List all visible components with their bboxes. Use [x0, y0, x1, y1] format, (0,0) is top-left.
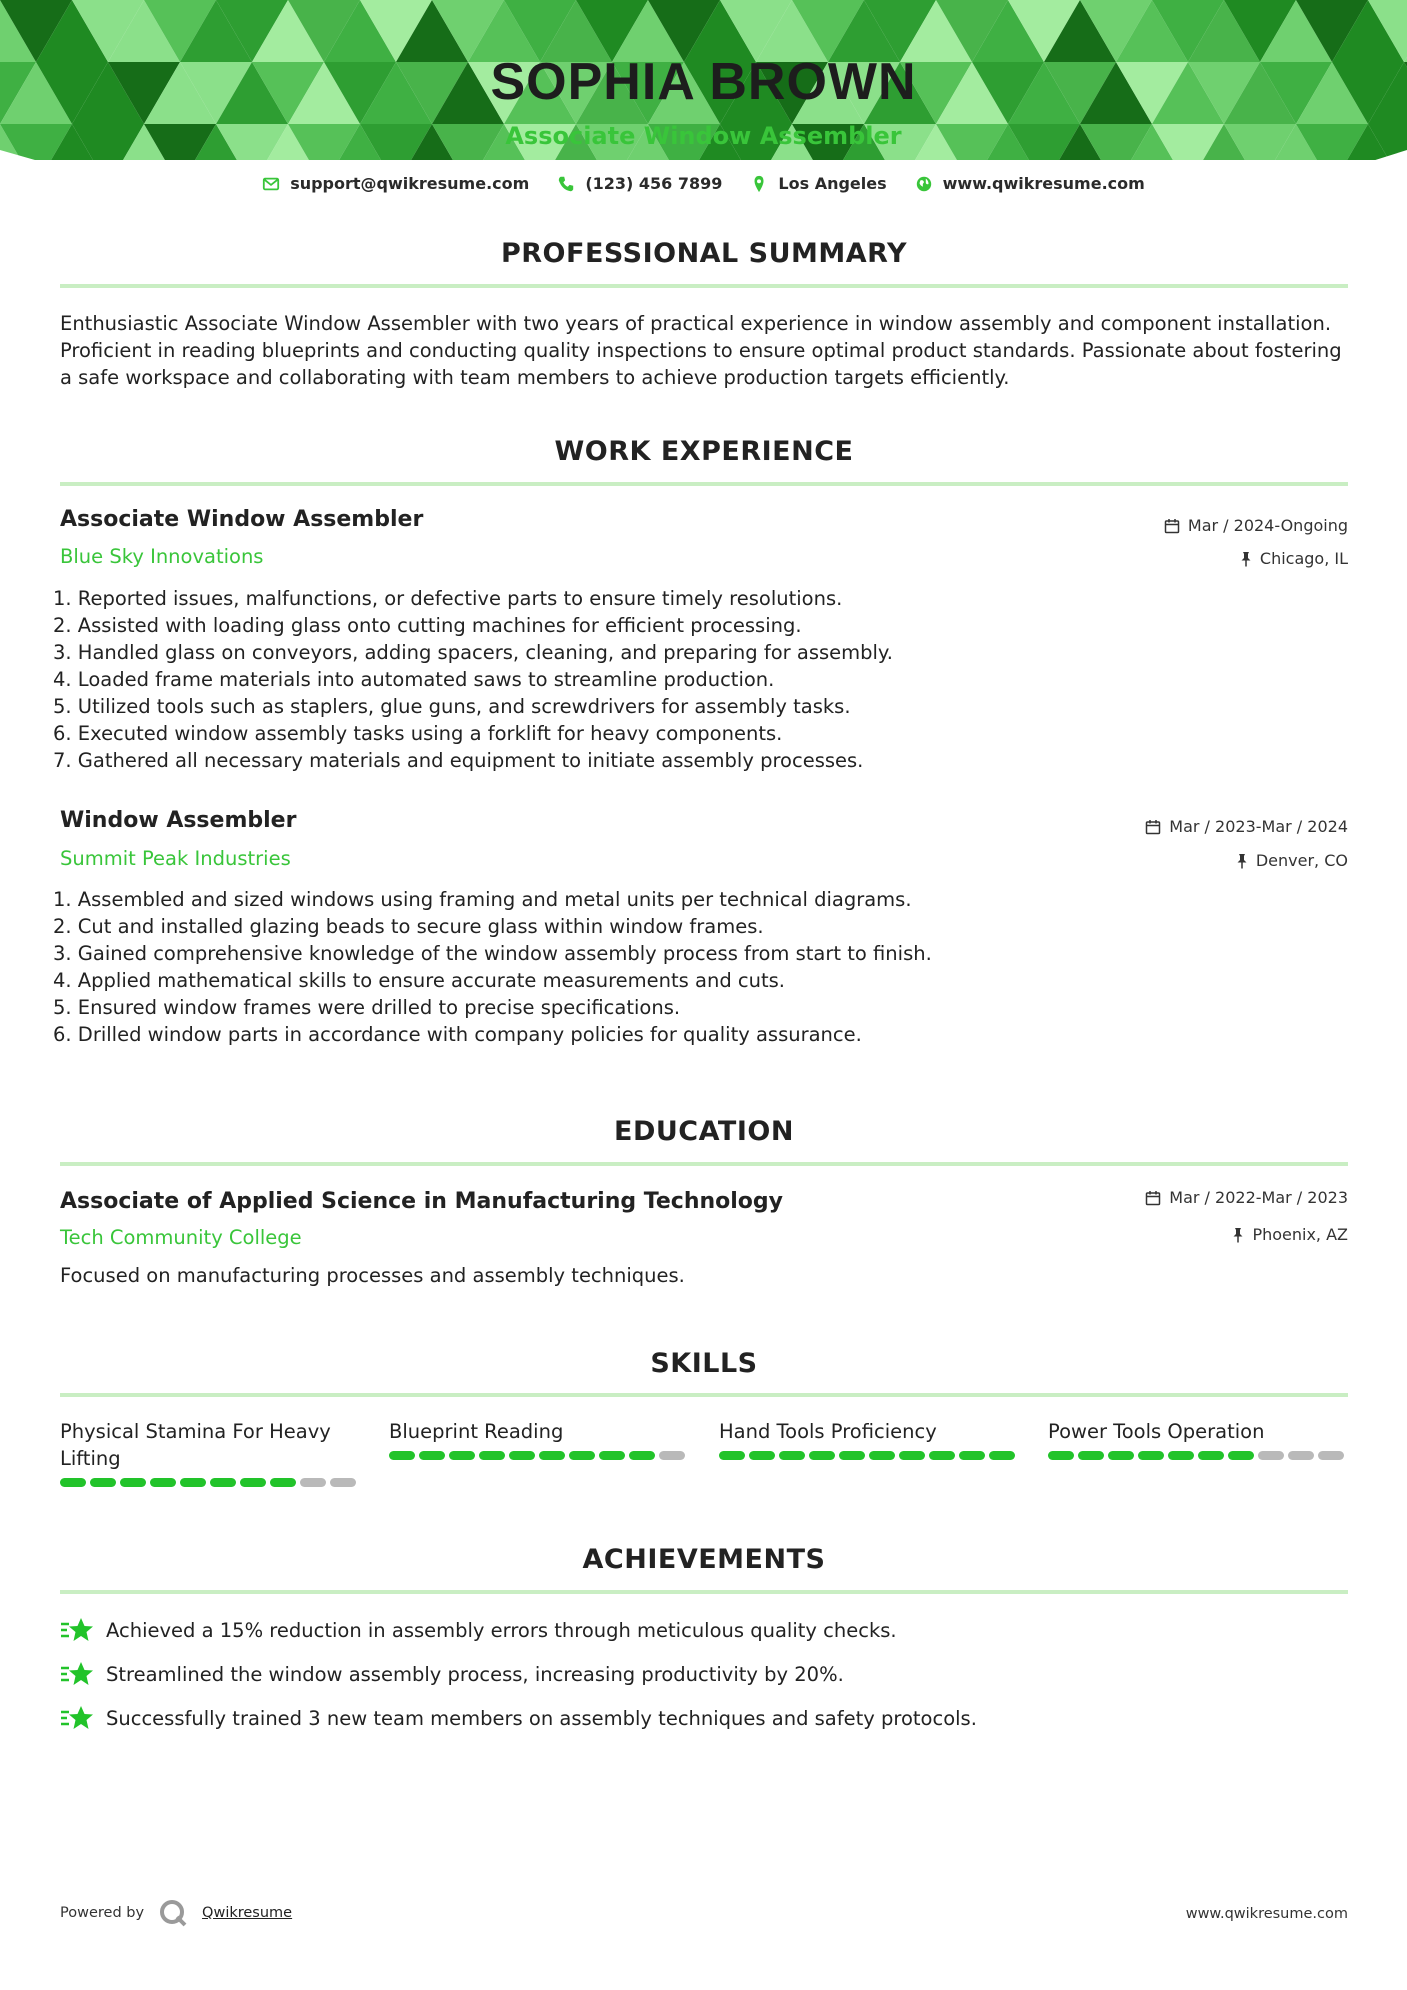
calendar-icon	[1164, 518, 1180, 534]
summary-divider	[60, 284, 1348, 288]
job-location-2-text: Denver, CO	[1255, 851, 1348, 870]
skill-level-segment	[60, 1478, 86, 1487]
education-description: Focused on manufacturing processes and assembly techniques.	[60, 1264, 685, 1287]
skill-level-segment	[419, 1451, 445, 1460]
skill-level-segment	[659, 1451, 685, 1460]
skill-level-segment	[899, 1451, 925, 1460]
skill-level-segment	[839, 1451, 865, 1460]
achievement-item	[60, 1703, 977, 1733]
contact-bar	[0, 174, 1407, 193]
skill-level-segment	[1078, 1451, 1104, 1460]
skill-level-segment	[599, 1451, 625, 1460]
pushpin-icon	[1236, 853, 1248, 869]
achievement-item	[60, 1659, 844, 1689]
contact-phone[interactable]	[557, 174, 722, 193]
contact-phone-text: (123) 456 7899	[585, 174, 723, 193]
skill-item	[719, 1418, 1019, 1460]
education-location	[1232, 1225, 1348, 1244]
star-icon	[60, 1659, 94, 1689]
envelope-icon	[262, 175, 280, 193]
pushpin-icon	[1232, 1227, 1244, 1243]
skill-level-segment	[1168, 1451, 1194, 1460]
skill-level-segment	[1318, 1451, 1344, 1460]
skill-level-segment	[120, 1478, 146, 1487]
list-item: 6. Executed window assembly tasks using a forklift for heavy components.	[53, 722, 783, 745]
experience-heading: WORK EXPERIENCE	[554, 436, 854, 467]
job-location-1-text: Chicago, IL	[1259, 549, 1348, 568]
skill-level-segment	[479, 1451, 505, 1460]
education-dates	[1145, 1188, 1348, 1207]
job-bullets-2	[53, 886, 932, 1048]
summary-text: Enthusiastic Associate Window Assembler with two years of practical experience in window assembly and component installation. Proficient in reading blueprints and conducting quality inspections to ensure optimal product standards. Passionate about fostering a safe workspace and collaborating with team members to achieve production targets efficiently.	[60, 312, 1342, 389]
achievement-item	[60, 1615, 897, 1645]
achievements-heading: ACHIEVEMENTS	[582, 1544, 826, 1575]
job-bullets-1	[53, 585, 893, 774]
skill-name: Physical Stamina For Heavy Lifting	[60, 1420, 331, 1470]
education-degree: Associate of Applied Science in Manufacturing Technology	[60, 1189, 784, 1214]
skill-level-segment	[1048, 1451, 1074, 1460]
education-heading: EDUCATION	[614, 1116, 794, 1147]
contact-email-text: support@qwikresume.com	[290, 174, 530, 193]
list-item: 7. Gathered all necessary materials and equipment to initiate assembly processes.	[53, 749, 864, 772]
skill-level-segment	[629, 1451, 655, 1460]
skill-level-segment	[569, 1451, 595, 1460]
skill-level-bar	[389, 1451, 689, 1460]
skill-name: Power Tools Operation	[1048, 1420, 1265, 1443]
qwikresume-link[interactable]: Qwikresume	[202, 1905, 293, 1921]
skill-level-segment	[330, 1478, 356, 1487]
skill-level-segment	[389, 1451, 415, 1460]
skill-level-segment	[1228, 1451, 1254, 1460]
star-icon	[60, 1615, 94, 1645]
skills-divider	[60, 1393, 1348, 1397]
map-pin-icon	[750, 175, 768, 193]
achievement-text: Streamlined the window assembly process, increasing productivity by 20%.	[106, 1662, 844, 1686]
skills-heading: SKILLS	[650, 1348, 758, 1379]
achievement-text: Achieved a 15% reduction in assembly errors through meticulous quality checks.	[106, 1618, 897, 1642]
education-dates-text: Mar / 2022-Mar / 2023	[1169, 1188, 1348, 1207]
list-item: 4. Loaded frame materials into automated saws to streamline production.	[53, 668, 775, 691]
list-item: 3. Handled glass on conveyors, adding spacers, cleaning, and preparing for assembly.	[53, 641, 893, 664]
globe-icon	[915, 175, 933, 193]
job-dates-2-text: Mar / 2023-Mar / 2024	[1169, 817, 1348, 836]
job-dates-1	[1164, 516, 1348, 535]
job-company-1: Blue Sky Innovations	[60, 545, 264, 568]
skill-level-segment	[1258, 1451, 1284, 1460]
skill-item	[1048, 1418, 1348, 1460]
skill-level-segment	[210, 1478, 236, 1487]
skill-level-segment	[1288, 1451, 1314, 1460]
skill-name: Hand Tools Proficiency	[719, 1420, 937, 1443]
education-location-text: Phoenix, AZ	[1252, 1225, 1348, 1244]
skill-level-segment	[150, 1478, 176, 1487]
job-title-2: Window Assembler	[60, 808, 297, 833]
education-school: Tech Community College	[60, 1226, 302, 1249]
powered-by-label: Powered by	[60, 1905, 145, 1921]
list-item: 3. Gained comprehensive knowledge of the window assembly process from start to finish.	[53, 942, 932, 965]
job-location-1	[1240, 549, 1348, 568]
skill-level-segment	[300, 1478, 326, 1487]
skill-item	[60, 1418, 360, 1487]
list-item: 1. Assembled and sized windows using framing and metal units per technical diagrams.	[53, 888, 912, 911]
skill-level-segment	[749, 1451, 775, 1460]
contact-website[interactable]	[915, 174, 1145, 193]
skill-level-segment	[270, 1478, 296, 1487]
skill-level-segment	[539, 1451, 565, 1460]
list-item: 2. Cut and installed glazing beads to secure glass within window frames.	[53, 915, 764, 938]
skill-level-segment	[869, 1451, 895, 1460]
skill-level-segment	[1108, 1451, 1134, 1460]
skill-level-segment	[180, 1478, 206, 1487]
list-item: 1. Reported issues, malfunctions, or defective parts to ensure timely resolutions.	[53, 587, 843, 610]
list-item: 4. Applied mathematical skills to ensure accurate measurements and cuts.	[53, 969, 785, 992]
skill-level-segment	[959, 1451, 985, 1460]
job-dates-2	[1145, 817, 1348, 836]
qwikresume-logo-icon	[158, 1898, 188, 1928]
skill-level-segment	[90, 1478, 116, 1487]
skill-level-bar	[1048, 1451, 1348, 1460]
contact-location-text: Los Angeles	[778, 174, 887, 193]
skill-level-segment	[449, 1451, 475, 1460]
job-title-1: Associate Window Assembler	[60, 507, 424, 532]
pushpin-icon	[1240, 551, 1252, 567]
skill-level-segment	[719, 1451, 745, 1460]
achievement-text: Successfully trained 3 new team members on assembly techniques and safety protocols.	[106, 1706, 977, 1730]
contact-website-text: www.qwikresume.com	[942, 174, 1145, 193]
skill-name: Blueprint Reading	[389, 1420, 564, 1443]
job-dates-1-text: Mar / 2024-Ongoing	[1187, 516, 1348, 535]
star-icon	[60, 1703, 94, 1733]
list-item: 5. Ensured window frames were drilled to precise specifications.	[53, 996, 681, 1019]
footer-branding	[60, 1898, 292, 1928]
phone-icon	[557, 175, 575, 193]
job-company-2: Summit Peak Industries	[60, 847, 291, 870]
skill-level-segment	[1138, 1451, 1164, 1460]
skill-level-segment	[240, 1478, 266, 1487]
footer-website[interactable]: www.qwikresume.com	[1185, 1906, 1348, 1922]
experience-divider	[60, 482, 1348, 486]
candidate-role: Associate Window Assembler	[505, 122, 902, 150]
list-item: 2. Assisted with loading glass onto cutting machines for efficient processing.	[53, 614, 802, 637]
skill-level-segment	[1198, 1451, 1224, 1460]
summary-heading: PROFESSIONAL SUMMARY	[500, 238, 908, 269]
calendar-icon	[1145, 1190, 1161, 1206]
list-item: 6. Drilled window parts in accordance with company policies for quality assurance.	[53, 1023, 862, 1046]
skill-level-segment	[809, 1451, 835, 1460]
skill-item	[389, 1418, 689, 1460]
contact-location	[750, 174, 886, 193]
skill-level-bar	[60, 1478, 360, 1487]
skill-level-segment	[989, 1451, 1015, 1460]
contact-email[interactable]	[262, 174, 529, 193]
skill-level-bar	[719, 1451, 1019, 1460]
skill-level-segment	[509, 1451, 535, 1460]
education-divider	[60, 1162, 1348, 1166]
skill-level-segment	[779, 1451, 805, 1460]
achievements-divider	[60, 1590, 1348, 1594]
candidate-name: SOPHIA BROWN	[490, 53, 917, 111]
job-location-2	[1236, 851, 1348, 870]
calendar-icon	[1145, 819, 1161, 835]
skill-level-segment	[929, 1451, 955, 1460]
list-item: 5. Utilized tools such as staplers, glue guns, and screwdrivers for assembly tasks.	[53, 695, 851, 718]
